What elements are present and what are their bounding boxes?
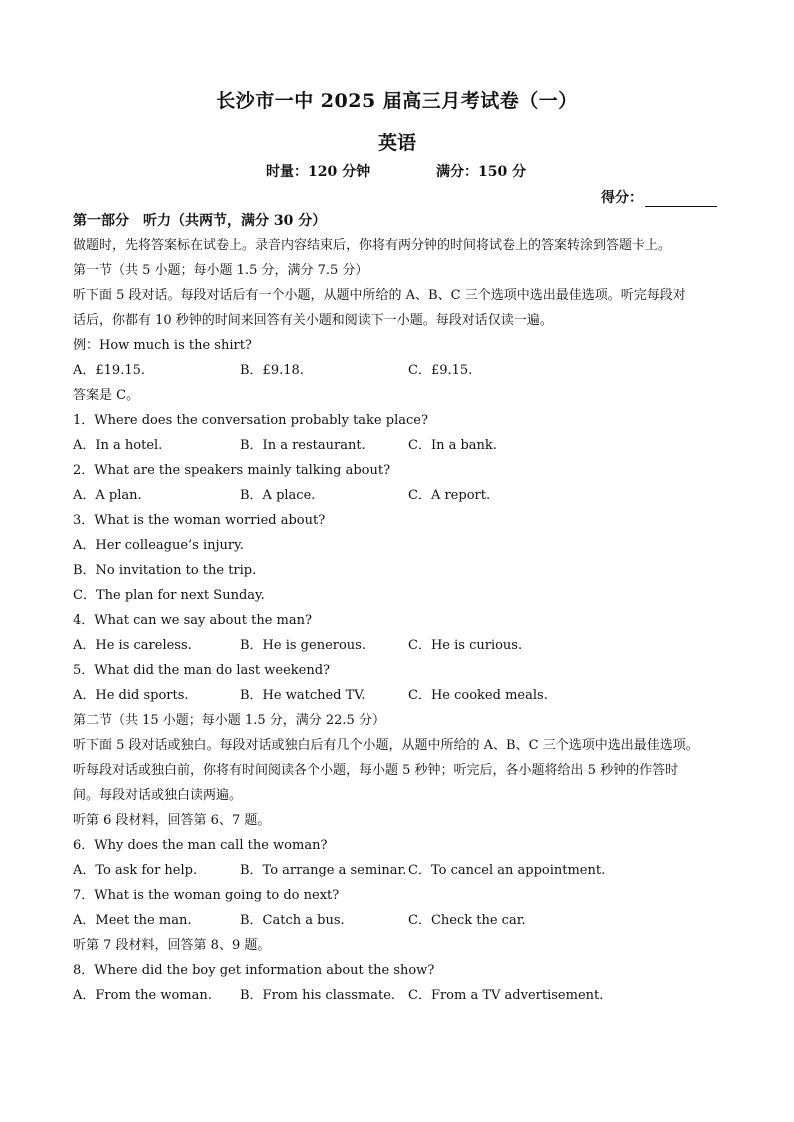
q3-option-c: C．The plan for next Sunday. [73, 588, 265, 603]
full-score: 满分：150 分 [436, 164, 527, 180]
q3-option-b: B．No invitation to the trip. [73, 563, 257, 578]
part1-intro: 做题时，先将答案标在试卷上。录音内容结束后，你将有两分钟的时间将试卷上的答案转涂到答题卡上。 [73, 238, 672, 253]
material-7-note: 听第 7 段材料，回答第 8、9 题。 [73, 938, 271, 953]
section1-instructions: 听下面 5 段对话。每段对话后有一个小题，从题中所给的 A、B、C 三个选项中选出最佳选项。听完每段对 [73, 288, 686, 303]
q1-option-b: B．In a restaurant. [240, 438, 366, 453]
q8-option-a: A．From the woman. [73, 988, 212, 1003]
question-3: 3．What is the woman worried about? [73, 513, 326, 528]
section2-instructions: 听每段对话或独白前，你将有时间阅读各个小题，每小题 5 秒钟；听完后，各小题将给出 5 秒钟的作答时 [73, 763, 679, 778]
q4-option-b: B．He is generous. [240, 638, 366, 653]
score-field [601, 187, 717, 207]
q6-option-b: B．To arrange a seminar. [240, 863, 407, 878]
example-option-c: C．£9.15. [408, 363, 473, 378]
q7-option-c: C．Check the car. [408, 913, 526, 928]
q2-option-b: B．A place. [240, 488, 316, 503]
q4-option-c: C．He is curious. [408, 638, 523, 653]
example-answer: 答案是 C。 [73, 388, 140, 403]
q7-option-b: B．Catch a bus. [240, 913, 345, 928]
q2-option-a: A．A plan. [73, 488, 142, 503]
q7-option-a: A．Meet the man. [73, 913, 192, 928]
q5-option-a: A．He did sports. [73, 688, 189, 703]
question-6: 6．Why does the man call the woman? [73, 838, 328, 853]
question-2: 2．What are the speakers mainly talking about? [73, 463, 391, 478]
example-question: 例：How much is the shirt? [73, 338, 252, 353]
q3-option-a: A．Her colleague’s injury. [73, 538, 244, 553]
q8-option-b: B．From his classmate. [240, 988, 396, 1003]
question-8: 8．Where did the boy get information about the show? [73, 963, 435, 978]
score-label: 得分： [601, 190, 643, 206]
example-option-b: B．£9.18. [240, 363, 304, 378]
q1-option-c: C．In a bank. [408, 438, 497, 453]
section2-heading: 第二节（共 15 小题；每小题 1.5 分，满分 22.5 分） [73, 713, 385, 728]
subject-title: 英语 [377, 132, 416, 154]
part1-heading: 第一部分 听力（共两节，满分 30 分） [73, 213, 327, 229]
question-5: 5．What did the man do last weekend? [73, 663, 331, 678]
score-blank [645, 192, 717, 207]
q6-option-a: A．To ask for help. [73, 863, 198, 878]
section2-instructions: 间。每段对话或独白读两遍。 [73, 788, 243, 803]
q1-option-a: A．In a hotel. [73, 438, 163, 453]
q8-option-c: C．From a TV advertisement. [408, 988, 604, 1003]
exam-title: 长沙市一中 2025 届高三月考试卷（一） [216, 90, 578, 112]
material-6-note: 听第 6 段材料，回答第 6、7 题。 [73, 813, 271, 828]
example-option-a: A．£19.15. [73, 363, 146, 378]
question-4: 4．What can we say about the man? [73, 613, 312, 628]
section1-heading: 第一节（共 5 小题；每小题 1.5 分，满分 7.5 分） [73, 263, 369, 278]
section1-instructions: 话后，你都有 10 秒钟的时间来回答有关小题和阅读下一小题。每段对话仅读一遍。 [73, 313, 553, 328]
question-1: 1．Where does the conversation probably take place? [73, 413, 428, 428]
q5-option-b: B．He watched TV. [240, 688, 366, 703]
q2-option-c: C．A report. [408, 488, 491, 503]
time-limit: 时量：120 分钟 [266, 164, 371, 180]
question-7: 7．What is the woman going to do next? [73, 888, 340, 903]
q6-option-c: C．To cancel an appointment. [408, 863, 606, 878]
section2-instructions: 听下面 5 段对话或独白。每段对话或独白后有几个小题，从题中所给的 A、B、C 三个选项中选出最佳选项。 [73, 738, 699, 753]
q4-option-a: A．He is careless. [73, 638, 192, 653]
q5-option-c: C．He cooked meals. [408, 688, 548, 703]
